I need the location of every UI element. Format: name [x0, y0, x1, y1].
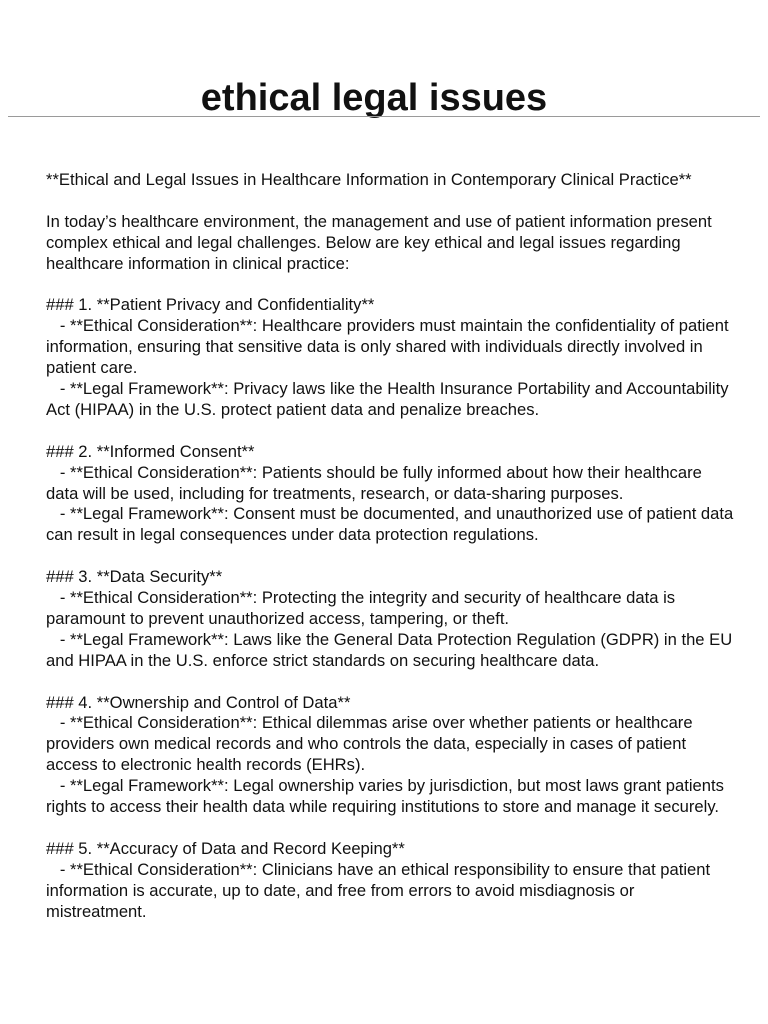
legal-framework: - **Legal Framework**: Legal ownership varies by jurisdiction, but most laws grant patients rights to access their health data while requiring institutions to store and manage it securely. [46, 776, 729, 817]
ethical-consideration: - **Ethical Consideration**: Patients should be fully informed about how their healthcare data will be used, including for treatments, research, or data-sharing purposes. [46, 462, 707, 503]
ethical-consideration: - **Ethical Consideration**: Healthcare providers must maintain the confidentiality of patient information, ensuring that sensitive data is only shared with individuals directly involved in patient care. [46, 316, 734, 378]
intro-paragraph: In today’s healthcare environment, the management and use of patient information present complex ethical and legal challenges. Below are key ethical and legal issues regarding healthcare information in clinical practice: [46, 211, 717, 273]
ethical-consideration: - **Ethical Consideration**: Ethical dilemmas arise over whether patients or healthcare providers own medical records and who controls the data, especially in cases of patient access to electronic health records (EHRs). [46, 713, 698, 775]
ethical-consideration: - **Ethical Consideration**: Protecting the integrity and security of healthcare data is paramount to prevent unauthorized access, tampering, or theft. [46, 588, 680, 628]
section-heading: ### 4. **Ownership and Control of Data** [46, 692, 351, 712]
legal-framework: - **Legal Framework**: Consent must be documented, and unauthorized use of patient data can result in legal consequences under data protection regulations. [46, 504, 738, 545]
section-heading: ### 3. **Data Security** [46, 567, 223, 587]
page-title: ethical legal issues [200, 77, 548, 120]
section-heading: ### 1. **Patient Privacy and Confidentiality** [46, 295, 375, 315]
legal-framework: - **Legal Framework**: Laws like the General Data Protection Regulation (GDPR) in the EU and HIPAA in the U.S. enforce strict standards on securing healthcare data. [46, 629, 737, 670]
section-heading: ### 5. **Accuracy of Data and Record Keeping** [46, 838, 405, 858]
document-heading: **Ethical and Legal Issues in Healthcare Information in Contemporary Clinical Practice** [46, 170, 692, 189]
section-heading: ### 2. **Informed Consent** [46, 441, 255, 461]
ethical-consideration: - **Ethical Consideration**: Clinicians have an ethical responsibility to ensure that patient information is accurate, up to date, and free from errors to avoid misdiagnosis or mistreatment. [46, 859, 715, 921]
document-body [46, 170, 736, 923]
title-divider [8, 116, 760, 117]
legal-framework: - **Legal Framework**: Privacy laws like the Health Insurance Portability and Accountability Act (HIPAA) in the U.S. protect patient data and penalize breaches. [46, 379, 733, 419]
